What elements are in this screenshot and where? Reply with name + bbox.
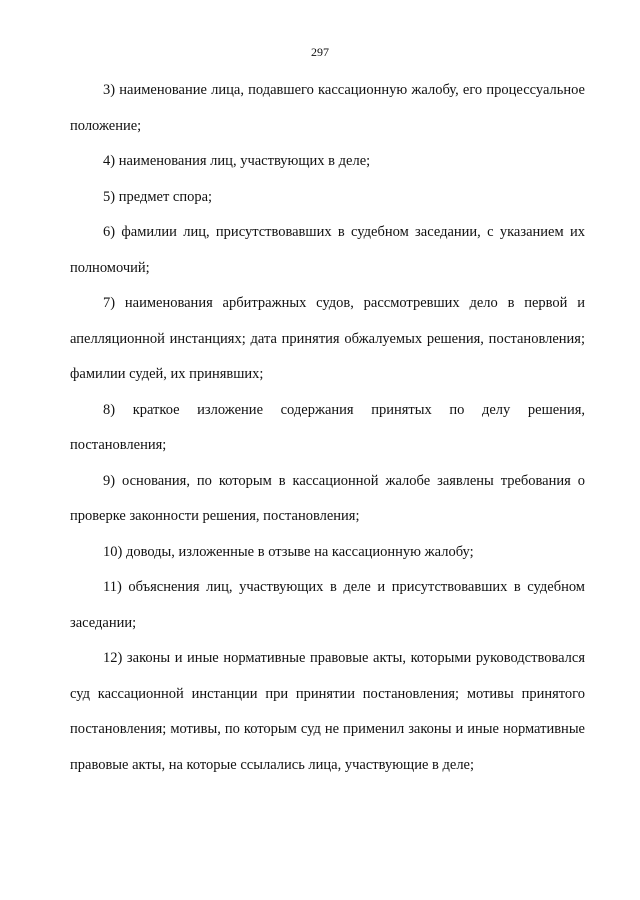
list-item-7: 7) наименования арбитражных судов, рассмотревших дело в первой и апелляционной инстанциях; дата принятия обжалуемых решения, постановления; фамилии судей, их принявших; [70,295,585,382]
list-item-11: 11) объяснения лиц, участвующих в деле и присутствовавших в судебном заседании; [70,579,585,631]
list-item-12: 12) законы и иные нормативные правовые акты, которыми руководствовался суд кассационной инстанции при принятии постановления; мотивы принятого постановления; мотивы, по которым суд не применил законы и иные нормативные правовые акты, на которые ссылались лица, участвующие в деле; [70,650,585,773]
list-item-10: 10) доводы, изложенные в отзыве на кассационную жалобу; [103,543,474,560]
list-item-8: 8) краткое изложение содержания принятых по делу решения, постановления; [70,401,585,453]
document-body [70,73,585,783]
list-item-5: 5) предмет спора; [103,188,213,205]
page-number: 297 [311,45,329,59]
list-item-3: 3) наименование лица, подавшего кассационную жалобу, его процессуальное положение; [70,82,585,134]
list-item-6: 6) фамилии лиц, присутствовавших в судебном заседании, с указанием их полномочий; [70,224,585,276]
list-item-4: 4) наименования лиц, участвующих в деле; [103,153,371,169]
list-item-9: 9) основания, по которым в кассационной жалобе заявлены требования о проверке законности решения, постановления; [70,472,585,524]
